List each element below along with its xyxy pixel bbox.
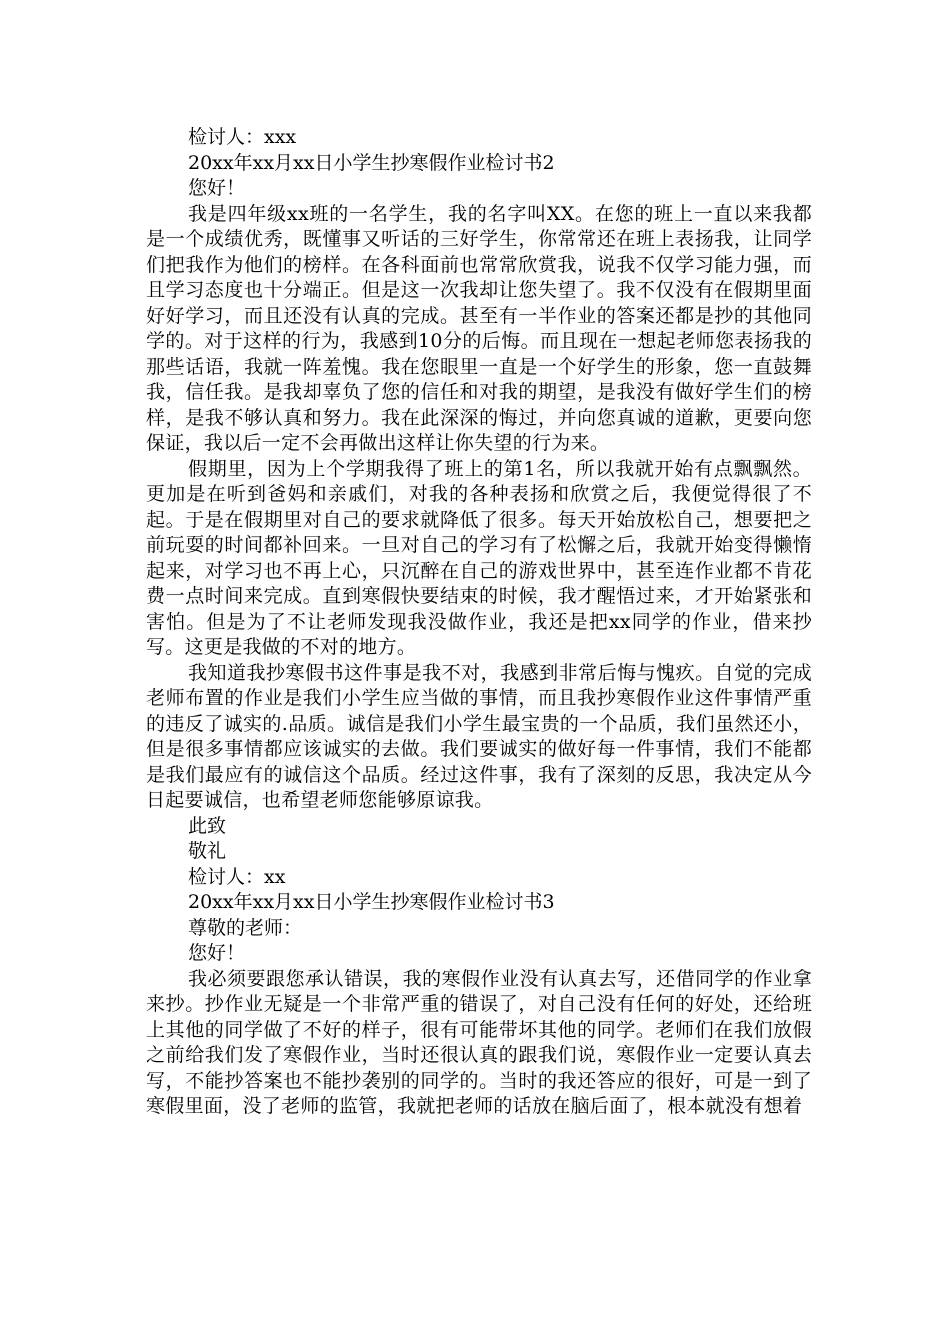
salutation-3: 尊敬的老师： bbox=[188, 916, 303, 939]
inspector-signature-1: 检讨人：xxx bbox=[188, 126, 297, 148]
document-page bbox=[146, 125, 812, 1120]
greeting-2: 您好！ bbox=[188, 177, 246, 199]
paragraph-2: 假期里，因为上个学期我得了班上的第1名，所以我就开始有点飘飘然。更加是在听到爸妈和亲戚们，对我的各种表扬和欣赏之后，我便觉得很了不起。于是在假期里对自己的要求就降低了很多。每天开始放松自己，想要把之前玩耍的时间都补回来。一旦对自己的学习有了松懈之后，我就开始变得懒惰起来，对学习也不再上心，只沉醉在自己的游戏世界中，甚至连作业都不肯花费一点时间来完成。直到寒假快要结束的时候，我才醒悟过来，才开始紧张和害怕。但是为了不让老师发现我没做作业，我还是把xx同学的作业，借来抄写。这更是我做的不对的地方。 bbox=[146, 457, 812, 658]
inspector-signature-2: 检讨人：xx bbox=[188, 865, 286, 888]
letter-title-2: 20xx年xx月xx日小学生抄寒假作业检讨书2 bbox=[188, 151, 555, 174]
closing-line-2: 敬礼 bbox=[188, 840, 227, 862]
paragraph-1: 我是四年级xx班的一名学生，我的名字叫XX。在您的班上一直以来我都是一个成绩优秀，既懂事又听话的三好学生，你常常还在班上表扬我，让同学们把我作为他们的榜样。在各科面前也常常欣赏我，说我不仅学习能力强，而且学习态度也十分端正。但是这一次我却让您失望了。我不仅没有在假期里面好好学习，而且还没有认真的完成。甚至有一半作业的答案还都是抄的其他同学的。对于这样的行为，我感到10分的后悔。而且现在一想起老师您表扬我的那些话语，我就一阵羞愧。我在您眼里一直是一个好学生的形象，您一直鼓舞我，信任我。是我却辜负了您的信任和对我的期望，是我没有做好学生们的榜样，是我不够认真和努力。我在此深深的悔过，并向您真诚的道歉，更要向您保证，我以后一定不会再做出这样让你失望的行为来。 bbox=[146, 202, 812, 454]
greeting-3: 您好！ bbox=[188, 942, 246, 964]
paragraph-3: 我知道我抄寒假书这件事是我不对，我感到非常后悔与愧疚。自觉的完成老师布置的作业是我们小学生应当做的事情，而且我抄寒假作业这件事情严重的违反了诚实的.品质。诚信是我们小学生最宝贵的一个品质，我们虽然还小，但是很多事情都应该诚实的去做。我们要诚实的做好每一件事情，我们不能都是我们最应有的诚信这个品质。经过这件事，我有了深刻的反思，我决定从今日起要诚信，也希望老师您能够原谅我。 bbox=[146, 661, 812, 811]
paragraph-4: 我必须要跟您承认错误，我的寒假作业没有认真去写，还借同学的作业拿来抄。抄作业无疑是一个非常严重的错误了，对自己没有任何的好处，还给班上其他的同学做了不好的样子，很有可能带坏其他的同学。老师们在我们放假之前给我们发了寒假作业，当时还很认真的跟我们说，寒假作业一定要认真去写，不能抄答案也不能抄袭别的同学的。当时的我还答应的很好，可是一到了寒假里面，没了老师的监管，我就把老师的话放在脑后面了，根本就没有想着 bbox=[146, 967, 812, 1117]
letter-title-3: 20xx年xx月xx日小学生抄寒假作业检讨书3 bbox=[188, 891, 555, 913]
closing-line-1: 此致 bbox=[188, 814, 227, 837]
